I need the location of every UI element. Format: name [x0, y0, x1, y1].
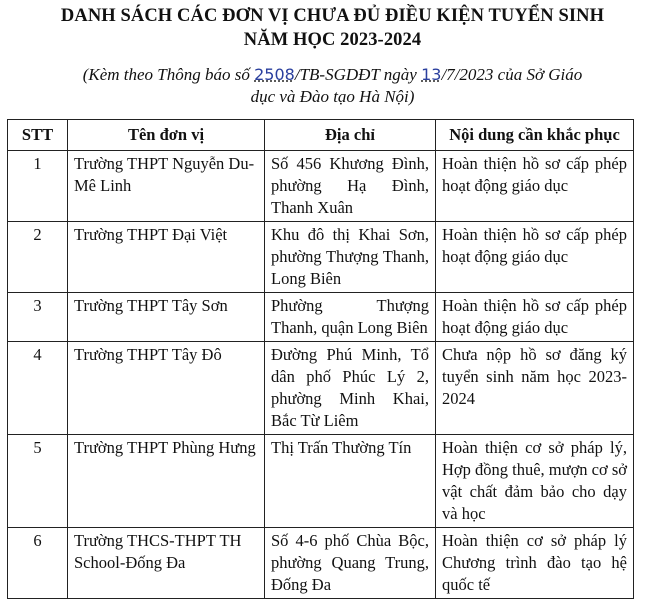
- cell-stt: 5: [8, 435, 68, 528]
- handwritten-day: 13: [421, 65, 442, 84]
- subtitle-prefix: (Kèm theo Thông báo số: [82, 65, 255, 84]
- cell-content: Hoàn thiện cơ sở pháp lý, Hợp đồng thuê, mượn cơ sở vật chất đảm bảo cho dạy và học: [436, 435, 634, 528]
- table-header-row: [8, 120, 634, 151]
- table-row: [8, 151, 634, 222]
- handwritten-number: 2508: [254, 65, 295, 84]
- cell-content: Hoàn thiện hồ sơ cấp phép hoạt động giáo dục: [436, 151, 634, 222]
- cell-address: Đường Phú Minh, Tổ dân phố Phúc Lý 2, phường Minh Khai, Bắc Từ Liêm: [265, 342, 436, 435]
- cell-unit: Trường THPT Tây Sơn: [68, 293, 265, 342]
- cell-stt: 6: [8, 528, 68, 599]
- cell-address: Số 4-6 phố Chùa Bộc, phường Quang Trung, Đống Đa: [265, 528, 436, 599]
- cell-stt: 4: [8, 342, 68, 435]
- cell-stt: 2: [8, 222, 68, 293]
- cell-address: Số 456 Khương Đình, phường Hạ Đình, Thanh Xuân: [265, 151, 436, 222]
- cell-unit: Trường THPT Đại Việt: [68, 222, 265, 293]
- subtitle-middle: /TB-SGDĐT ngày: [294, 65, 422, 84]
- cell-stt: 1: [8, 151, 68, 222]
- cell-unit: Trường THPT Tây Đô: [68, 342, 265, 435]
- header-stt: STT: [8, 120, 68, 151]
- header-unit: Tên đơn vị: [68, 120, 265, 151]
- document-title-line2: NĂM HỌC 2023-2024: [243, 30, 422, 50]
- header-address: Địa chỉ: [265, 120, 436, 151]
- cell-address: Khu đô thị Khai Sơn, phường Thượng Thanh, Long Biên: [265, 222, 436, 293]
- table-row: [8, 222, 634, 293]
- cell-unit: Trường THPT Nguyễn Du-Mê Linh: [68, 151, 265, 222]
- cell-unit: Trường THCS-THPT TH School-Đống Đa: [68, 528, 265, 599]
- cell-content: Chưa nộp hồ sơ đăng ký tuyển sinh năm học 2023-2024: [436, 342, 634, 435]
- document-title-line1: DANH SÁCH CÁC ĐƠN VỊ CHƯA ĐỦ ĐIỀU KIỆN TUYỂN SINH: [60, 6, 605, 26]
- units-table: [7, 119, 634, 599]
- table-row: [8, 293, 634, 342]
- cell-content: Hoàn thiện cơ sở pháp lý Chương trình đào tạo hệ quốc tế: [436, 528, 634, 599]
- table-row: [8, 528, 634, 599]
- cell-unit: Trường THPT Phùng Hưng: [68, 435, 265, 528]
- table-row: [8, 342, 634, 435]
- subtitle-suffix: /7/2023 của Sở Giáo: [441, 65, 583, 84]
- cell-content: Hoàn thiện hồ sơ cấp phép hoạt động giáo dục: [436, 293, 634, 342]
- document-subtitle: [0, 64, 665, 86]
- cell-address: Phường Thượng Thanh, quận Long Biên: [265, 293, 436, 342]
- cell-content: Hoàn thiện hồ sơ cấp phép hoạt động giáo dục: [436, 222, 634, 293]
- cell-address: Thị Trấn Thường Tín: [265, 435, 436, 528]
- header-content: Nội dung cần khắc phục: [436, 120, 634, 151]
- table-row: [8, 435, 634, 528]
- document-subtitle-line2: dục và Đào tạo Hà Nội): [250, 87, 415, 106]
- cell-stt: 3: [8, 293, 68, 342]
